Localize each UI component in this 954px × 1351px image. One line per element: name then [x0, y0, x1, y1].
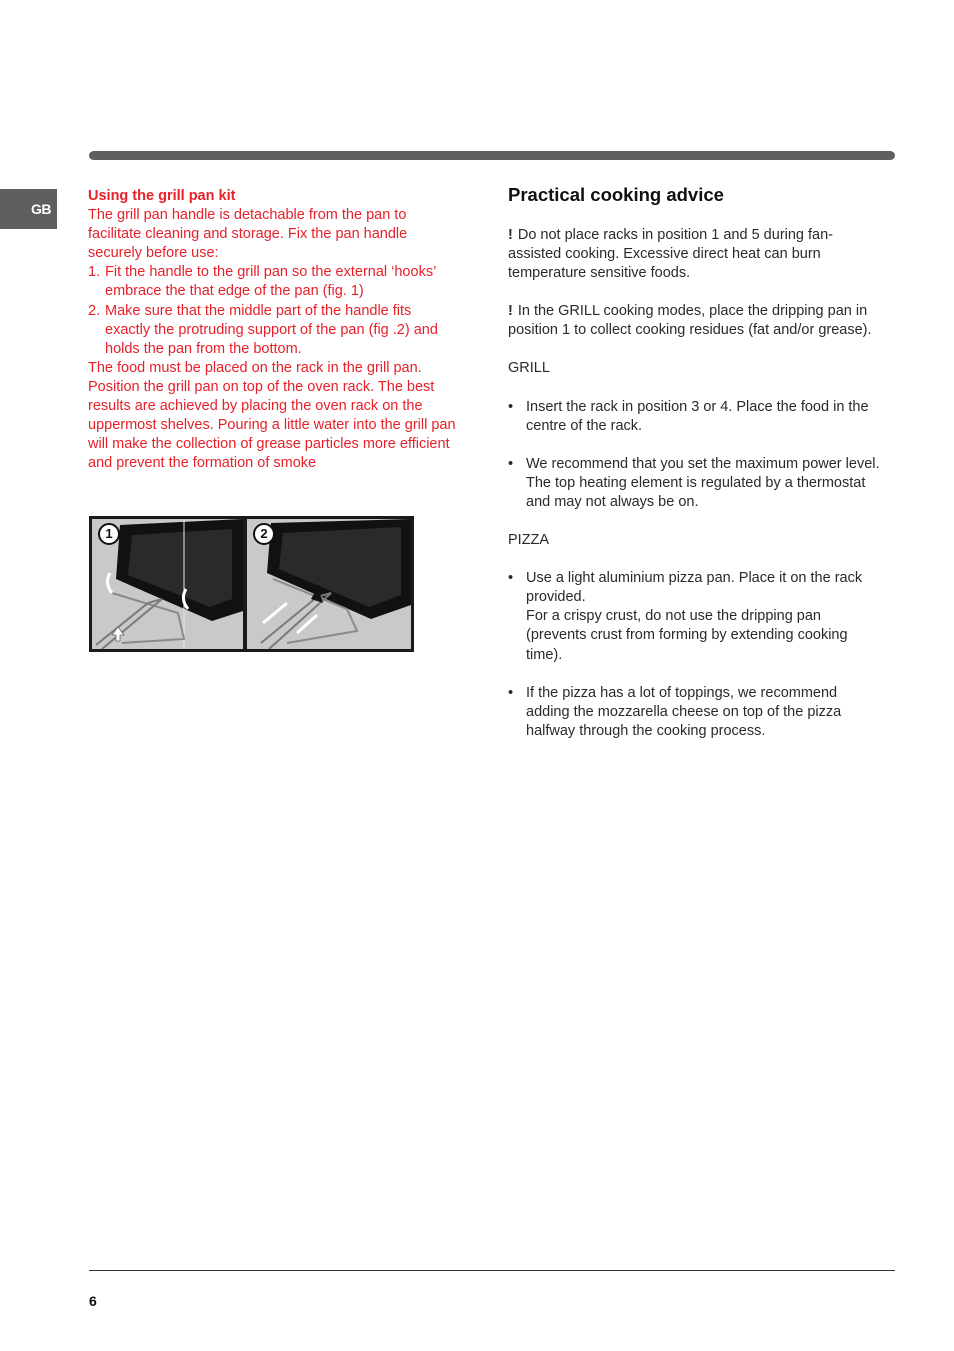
figure-number-badge: 1: [98, 523, 120, 545]
practical-cooking-advice-section: [508, 184, 880, 760]
warning-mark: !: [508, 303, 513, 320]
bullet-icon: •: [508, 570, 514, 587]
paragraph: The food must be placed on the rack in the grill pan.: [88, 359, 422, 376]
list-item: [508, 569, 880, 664]
warning-note: [508, 226, 880, 283]
step-number: 2.: [88, 302, 101, 319]
section-title: Practical cooking advice: [508, 184, 724, 205]
figure-2-photo: [247, 519, 411, 649]
bullet-text: If the pizza has a lot of toppings, we recommend adding the mozzarella cheese on top of the pizza halfway through the cooking process.: [526, 684, 842, 739]
list-item: [508, 398, 880, 436]
step-text: Fit the handle to the grill pan so the external ‘hooks’ embrace the that edge of the pan (fig. 1): [105, 264, 436, 300]
page-number: 6: [89, 1293, 97, 1309]
pizza-label: PIZZA: [508, 532, 550, 549]
bullet-icon: •: [508, 684, 514, 701]
figure-1-photo: [92, 519, 243, 649]
step-item: [88, 263, 456, 301]
bullet-icon: •: [508, 455, 514, 472]
section-heading: Using the grill pan kit: [88, 188, 236, 204]
list-item: [508, 455, 880, 512]
warning-text: Do not place racks in position 1 and 5 during fan-assisted cooking. Excessive direct heat can burn temperature sensitive foods.: [508, 227, 834, 282]
bullet-text-continuation: For a crispy crust, do not use the dripping pan (prevents crust from forming by extending cooking time).: [526, 608, 848, 663]
step-item: [88, 302, 456, 359]
intro-text: The grill pan handle is detachable from the pan to facilitate cleaning and storage. Fix the pan handle securely before use:: [88, 207, 408, 262]
paragraph: Position the grill pan on top of the oven rack. The best results are achieved by placing the oven rack on the uppermost shelves. Pouring a little water into the grill pan will make the collection of grease particles more efficient and prevent the formation of smoke: [88, 378, 456, 472]
warning-text: In the GRILL cooking modes, place the dripping pan in position 1 to collect cooking residues (fat and/or grease).: [508, 303, 872, 339]
bullet-text-line: Use a light aluminium pizza pan. Place it on the rack provided.: [526, 570, 863, 606]
warning-note: [508, 302, 880, 340]
step-text: Make sure that the middle part of the handle fits exactly the protruding support of the pan (fig .2) and holds the pan from the bottom.: [105, 302, 438, 357]
list-item: [508, 684, 880, 741]
top-divider-bar: [89, 151, 895, 160]
grill-pan-kit-section: [88, 187, 456, 473]
grill-pan-figures: [89, 516, 414, 652]
bottom-divider: [89, 1270, 895, 1271]
bullet-icon: •: [508, 398, 514, 415]
bullet-text: We recommend that you set the maximum power level. The top heating element is regulated by a thermostat and may not always be on.: [526, 455, 880, 510]
warning-mark: !: [508, 227, 513, 243]
grill-label: GRILL: [508, 360, 550, 377]
bullet-text: [526, 569, 880, 664]
step-number: 1.: [88, 264, 101, 281]
language-tab: GB: [0, 189, 57, 229]
figure-number-badge: 2: [253, 523, 275, 545]
bullet-text: Insert the rack in position 3 or 4. Place the food in the centre of the rack.: [526, 398, 869, 434]
